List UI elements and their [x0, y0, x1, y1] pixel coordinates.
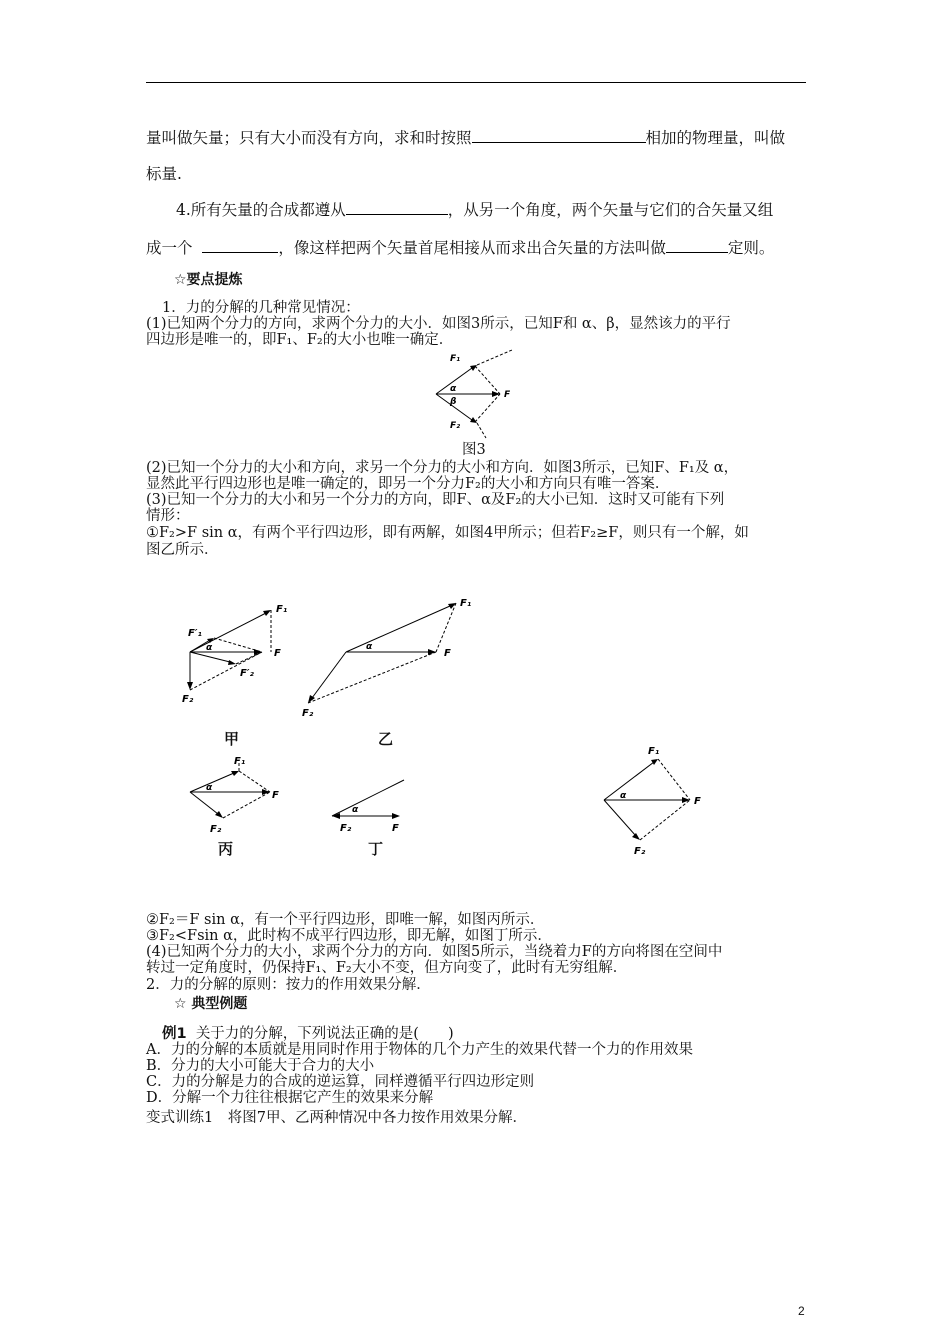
option-a: A．力的分解的本质就是用同时作用于物体的几个力产生的效果代替一个力的作用效果 — [146, 1042, 693, 1058]
text-segment: ，像这样把两个矢量首尾相接从而求出合矢量的方法叫做 — [278, 239, 666, 257]
label-alpha: α — [450, 384, 457, 394]
fill-blank[interactable] — [666, 238, 728, 253]
label-f1: F₁ — [234, 756, 246, 767]
variant-exercise: 变式训练1 将图7甲、乙两种情况中各力按作用效果分解． — [146, 1110, 527, 1126]
fill-blank[interactable] — [346, 200, 448, 215]
label-f1-prime: F′₁ — [188, 628, 202, 639]
paragraph-line: 转过一定角度时，仍保持F₁、F₂大小不变，但方向变了，此时有无穷组解． — [146, 960, 628, 976]
text-line-3 — [176, 200, 773, 219]
label-alpha: α — [366, 642, 373, 652]
text-segment: 量叫做矢量；只有大小而没有方向，求和时按照 — [146, 129, 472, 147]
example-label: 例1 — [162, 1026, 187, 1042]
question-text: 关于力的分解，下列说法正确的是( ) — [195, 1026, 454, 1042]
page-number: 2 — [798, 1304, 805, 1318]
label-f1: F₁ — [648, 746, 660, 757]
paragraph-line: 显然此平行四边形也是唯一确定的，即另一个分力F₂的大小和方向只有唯一答案． — [146, 476, 670, 492]
label-f2: F₂ — [450, 421, 461, 431]
label-f1: F₁ — [450, 354, 461, 364]
figure-bing-diagram — [178, 752, 298, 840]
label-f: F — [272, 790, 279, 801]
paragraph-line: ③F₂<Fsin α，此时构不成平行四边形，即无解，如图丁所示． — [146, 928, 552, 944]
figure-yi-diagram — [298, 594, 488, 724]
label-alpha: α — [206, 783, 213, 793]
paragraph-line: 2．力的分解的原则：按力的作用效果分解． — [146, 977, 431, 993]
label-beta: β — [450, 397, 457, 407]
figure-3-caption: 图3 — [462, 442, 486, 458]
label-f: F — [694, 796, 701, 807]
label-f: F — [504, 390, 511, 400]
paragraph-line: ①F₂>F sin α，有两个平行四边形，即有两解，如图4甲所示；但若F₂≥F，则只有一个解，如 — [146, 525, 749, 541]
text-line-2: 标量. — [146, 165, 182, 183]
figure-3-diagram — [420, 346, 530, 442]
paragraph-line: (3)已知一个分力的大小和另一个分力的方向，即F、α及F₂的大小已知．这时又可能有下列 — [146, 492, 725, 508]
text-line-4 — [146, 238, 774, 257]
paragraph-line: ②F₂＝F sin α，有一个平行四边形，即唯一解，如图丙所示． — [146, 912, 545, 928]
paragraph-line: (4)已知两个分力的大小，求两个分力的方向．如图5所示，当绕着力F的方向将图在空间中 — [146, 944, 723, 960]
option-c: C．力的分解是力的合成的逆运算，同样遵循平行四边形定则 — [146, 1074, 535, 1090]
paragraph-line: (2)已知一个分力的大小和方向，求另一个分力的大小和方向．如图3所示，已知F、F₁及 α， — [146, 460, 739, 476]
label-f: F — [392, 823, 399, 834]
label-f2: F₂ — [182, 694, 194, 705]
label-f2: F₂ — [634, 846, 646, 857]
dashed-line — [475, 366, 500, 394]
example-question — [162, 1026, 454, 1043]
fill-blank[interactable] — [202, 238, 278, 253]
label-f1: F₁ — [276, 604, 288, 615]
dashed-line — [477, 423, 486, 438]
label-alpha: α — [620, 791, 627, 801]
option-d: D．分解一个力往往根据它产生的效果来分解 — [146, 1090, 434, 1106]
label-f: F — [444, 648, 451, 659]
paragraph-line: (1)已知两个分力的方向，求两个分力的大小．如图3所示，已知F和 α、β，显然该力的平行 — [146, 316, 731, 332]
caption-ding: 丁 — [368, 840, 384, 858]
figure-ding-diagram — [322, 776, 422, 836]
option-b: B．分力的大小可能大于合力的大小 — [146, 1058, 375, 1074]
paragraph-line: 四边形是唯一的，即F₁、F₂的大小也唯一确定． — [146, 332, 454, 348]
paragraph-line: 1．力的分解的几种常见情况： — [162, 300, 360, 316]
label-f2-prime: F′₂ — [240, 668, 254, 679]
label-f: F — [274, 648, 281, 659]
label-f2: F₂ — [302, 708, 314, 719]
text-segment: 相加的物理量，叫做 — [645, 129, 786, 147]
text-segment: 定则。 — [727, 239, 775, 257]
caption-bing: 丙 — [218, 840, 234, 858]
header-rule — [146, 82, 806, 83]
dashed-line — [477, 350, 512, 365]
label-f1: F₁ — [460, 598, 472, 609]
label-f2: F₂ — [210, 824, 222, 835]
figure-jia-diagram — [170, 596, 300, 706]
text-segment: 成一个 — [146, 239, 193, 257]
section-heading-key-points: ☆要点提炼 — [174, 272, 243, 288]
label-alpha: α — [352, 805, 359, 815]
text-segment: 4.所有矢量的合成都遵从 — [176, 201, 346, 219]
paragraph-line: 图乙所示． — [146, 542, 219, 558]
text-segment: ，从另一个角度，两个矢量与它们的合矢量又组 — [447, 201, 774, 219]
fill-blank[interactable] — [472, 128, 646, 143]
section-heading-examples: ☆ 典型例题 — [174, 996, 248, 1012]
paragraph-line: 情形： — [146, 508, 190, 524]
caption-yi: 乙 — [378, 730, 394, 748]
label-f2: F₂ — [340, 823, 352, 834]
figure-5-diagram — [596, 740, 716, 862]
caption-jia: 甲 — [224, 730, 240, 748]
text-line-1 — [146, 128, 785, 147]
dashed-line — [475, 394, 500, 422]
label-alpha: α — [206, 643, 213, 653]
